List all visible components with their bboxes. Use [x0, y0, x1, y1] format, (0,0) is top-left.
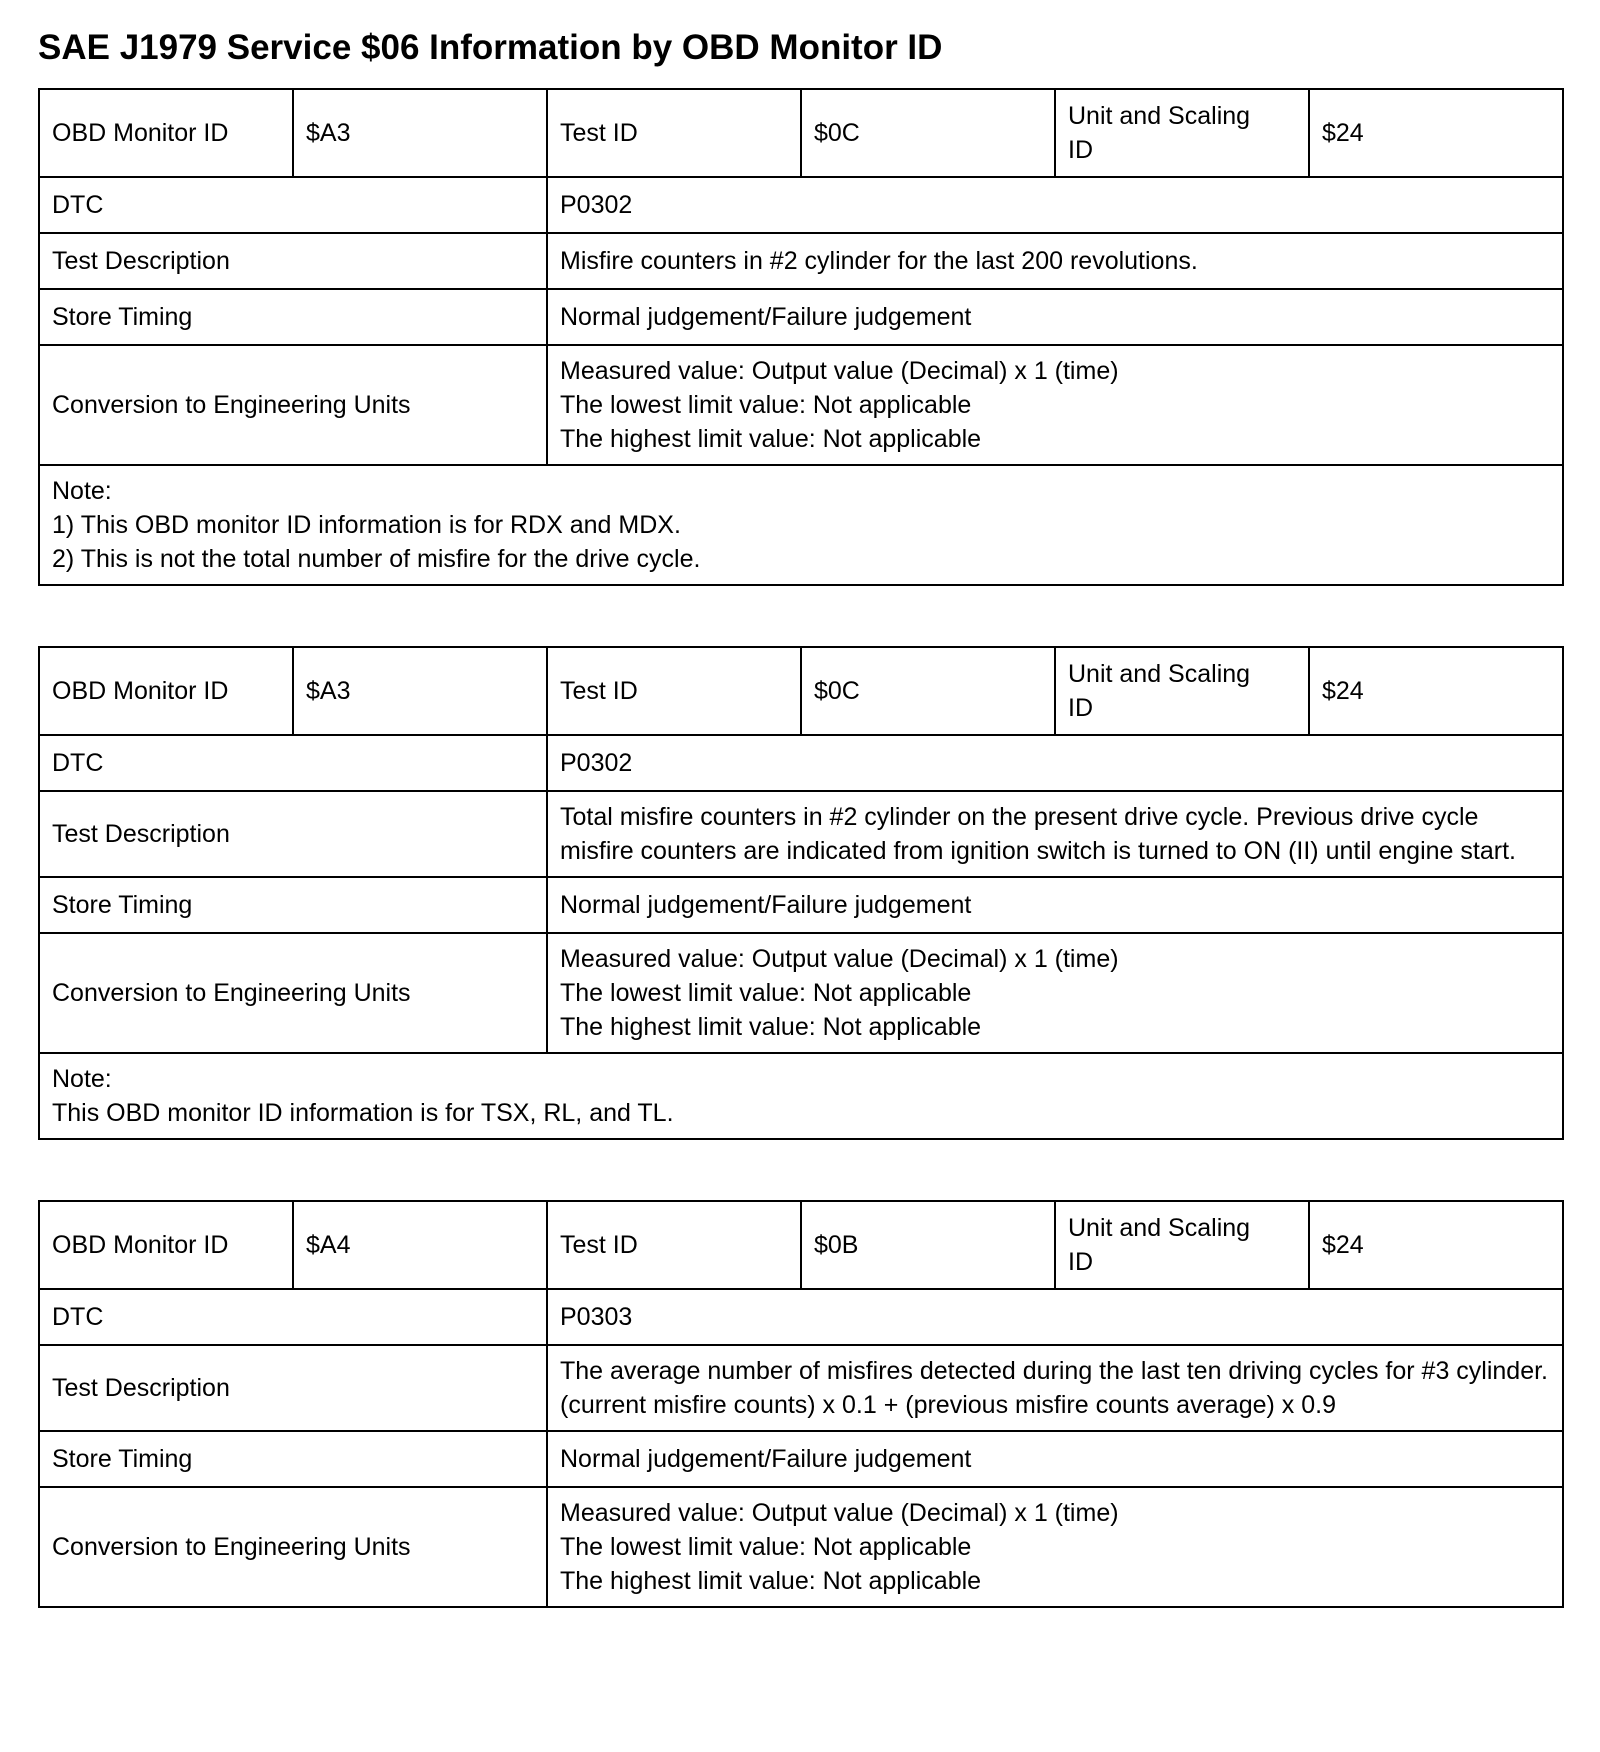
conversion-value: Measured value: Output value (Decimal) x 1 (time) The lowest limit value: Not applicable The highest limit value: Not applicable [547, 933, 1563, 1053]
store-timing-value: Normal judgement/Failure judgement [547, 877, 1563, 933]
obd-monitor-id-label: OBD Monitor ID [39, 647, 293, 735]
page-title: SAE J1979 Service $06 Information by OBD Monitor ID [38, 28, 943, 67]
unit-scaling-id-label: Unit and Scaling ID [1055, 1201, 1309, 1289]
dtc-value: P0302 [547, 735, 1563, 791]
conversion-value: Measured value: Output value (Decimal) x 1 (time) The lowest limit value: Not applicable The highest limit value: Not applicable [547, 345, 1563, 465]
obd-monitor-id-value: $A3 [293, 647, 547, 735]
test-description-row [39, 791, 1563, 877]
dtc-value: P0302 [547, 177, 1563, 233]
dtc-value: P0303 [547, 1289, 1563, 1345]
dtc-label: DTC [39, 735, 547, 791]
store-timing-value: Normal judgement/Failure judgement [547, 289, 1563, 345]
test-description-value: Misfire counters in #2 cylinder for the last 200 revolutions. [547, 233, 1563, 289]
test-id-value: $0B [801, 1201, 1055, 1289]
store-timing-row [39, 1431, 1563, 1487]
test-description-value: Total misfire counters in #2 cylinder on the present drive cycle. Previous drive cycle misfire counters are indicated from ignition switch is turned to ON (II) until engine start. [547, 791, 1563, 877]
obd-monitor-table-1 [38, 88, 1564, 586]
dtc-row [39, 1289, 1563, 1345]
document-page [38, 24, 1562, 1608]
unit-scaling-id-label: Unit and Scaling ID [1055, 89, 1309, 177]
header-row [39, 647, 1563, 735]
conversion-label: Conversion to Engineering Units [39, 345, 547, 465]
obd-monitor-table-3 [38, 1200, 1564, 1608]
obd-monitor-id-value: $A3 [293, 89, 547, 177]
store-timing-label: Store Timing [39, 289, 547, 345]
test-id-value: $0C [801, 89, 1055, 177]
test-description-value: The average number of misfires detected during the last ten driving cycles for #3 cylinder. (current misfire counts) x 0.1 + (previous misfire counts average) x 0.9 [547, 1345, 1563, 1431]
test-id-label: Test ID [547, 89, 801, 177]
conversion-label: Conversion to Engineering Units [39, 933, 547, 1053]
dtc-row [39, 735, 1563, 791]
note-row [39, 1053, 1563, 1139]
conversion-label: Conversion to Engineering Units [39, 1487, 547, 1607]
store-timing-row [39, 877, 1563, 933]
obd-monitor-id-label: OBD Monitor ID [39, 1201, 293, 1289]
dtc-row [39, 177, 1563, 233]
note-text: Note: 1) This OBD monitor ID information is for RDX and MDX. 2) This is not the total number of misfire for the drive cycle. [39, 465, 1563, 585]
unit-scaling-id-value: $24 [1309, 89, 1563, 177]
test-id-label: Test ID [547, 647, 801, 735]
unit-scaling-id-label: Unit and Scaling ID [1055, 647, 1309, 735]
test-id-value: $0C [801, 647, 1055, 735]
conversion-row [39, 1487, 1563, 1607]
obd-monitor-id-label: OBD Monitor ID [39, 89, 293, 177]
header-row [39, 1201, 1563, 1289]
conversion-row [39, 345, 1563, 465]
test-description-label: Test Description [39, 233, 547, 289]
obd-monitor-id-value: $A4 [293, 1201, 547, 1289]
unit-scaling-id-value: $24 [1309, 647, 1563, 735]
test-id-label: Test ID [547, 1201, 801, 1289]
dtc-label: DTC [39, 177, 547, 233]
note-text: Note: This OBD monitor ID information is for TSX, RL, and TL. [39, 1053, 1563, 1139]
store-timing-row [39, 289, 1563, 345]
dtc-label: DTC [39, 1289, 547, 1345]
test-description-row [39, 1345, 1563, 1431]
store-timing-label: Store Timing [39, 877, 547, 933]
header-row [39, 89, 1563, 177]
note-row [39, 465, 1563, 585]
conversion-value: Measured value: Output value (Decimal) x 1 (time) The lowest limit value: Not applicable The highest limit value: Not applicable [547, 1487, 1563, 1607]
test-description-row [39, 233, 1563, 289]
unit-scaling-id-value: $24 [1309, 1201, 1563, 1289]
obd-monitor-table-2 [38, 646, 1564, 1140]
test-description-label: Test Description [39, 791, 547, 877]
store-timing-value: Normal judgement/Failure judgement [547, 1431, 1563, 1487]
test-description-label: Test Description [39, 1345, 547, 1431]
conversion-row [39, 933, 1563, 1053]
store-timing-label: Store Timing [39, 1431, 547, 1487]
